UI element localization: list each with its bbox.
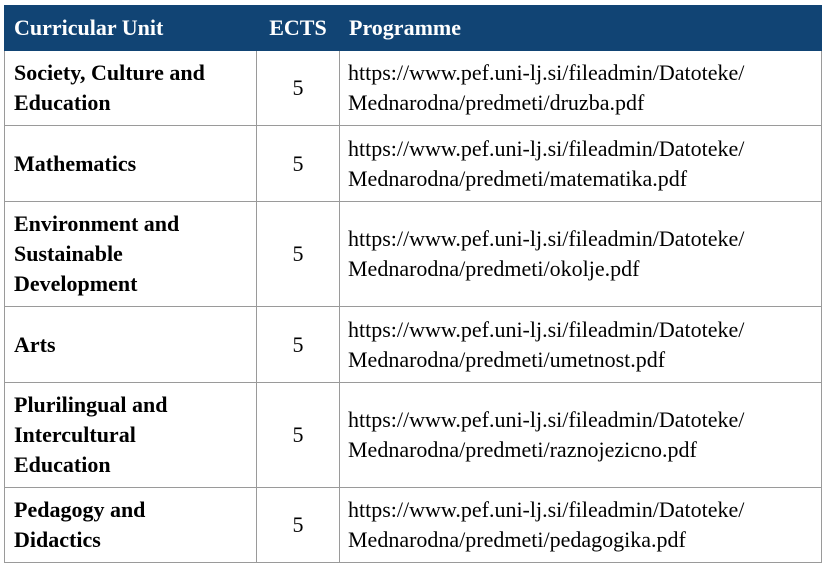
curricular-unit-cell [5,307,257,383]
curricular-unit-cell [5,202,257,307]
programme-line: https://www.pef.uni-lj.si/fileadmin/Datoteke/ [348,60,745,85]
ects-cell: 5 [257,383,340,488]
ects-cell: 5 [257,488,340,563]
table-row [5,51,822,126]
programme-line: https://www.pef.uni-lj.si/fileadmin/Datoteke/ [348,226,745,251]
programme-line: Mednarodna/predmeti/matematika.pdf [348,165,688,191]
unit-line: Society, Culture and [14,60,205,85]
programme-link-cell[interactable] [340,488,822,563]
programme-link-cell[interactable] [340,307,822,383]
unit-line: Sustainable [14,241,123,266]
unit-line: Didactics [14,527,101,552]
curricular-unit-cell [5,488,257,563]
unit-line: Development [14,271,138,296]
unit-line: Education [14,90,111,115]
ects-cell: 5 [257,202,340,307]
curricular-unit-cell [5,383,257,488]
ects-cell: 5 [257,307,340,383]
header-curricular-unit: Curricular Unit [5,6,257,51]
table-row [5,307,822,383]
unit-line: Pedagogy and [14,497,146,522]
programme-line: Mednarodna/predmeti/raznojezicno.pdf [348,437,697,462]
table-row [5,488,822,563]
table-row [5,202,822,307]
unit-line: Arts [14,331,56,357]
curricular-unit-cell [5,126,257,202]
curricular-units-table [4,5,822,563]
programme-line: https://www.pef.uni-lj.si/fileadmin/Datoteke/ [348,497,745,522]
header-row [5,6,822,51]
programme-link-cell[interactable] [340,126,822,202]
table-body [5,51,822,563]
header-programme: Programme [340,6,822,51]
programme-line: https://www.pef.uni-lj.si/fileadmin/Datoteke/ [348,316,745,342]
programme-link-cell[interactable] [340,383,822,488]
ects-cell: 5 [257,126,340,202]
unit-line: Intercultural [14,422,136,447]
header-ects: ECTS [257,6,340,51]
unit-line: Education [14,452,111,477]
unit-line: Mathematics [14,150,137,176]
programme-line: https://www.pef.uni-lj.si/fileadmin/Datoteke/ [348,407,745,432]
table-row [5,126,822,202]
table-row [5,383,822,488]
ects-cell: 5 [257,51,340,126]
programme-line: Mednarodna/predmeti/druzba.pdf [348,90,645,115]
programme-link-cell[interactable] [340,51,822,126]
programme-line: Mednarodna/predmeti/okolje.pdf [348,256,640,281]
table-header [5,6,822,51]
unit-line: Plurilingual and [14,392,168,417]
programme-link-cell[interactable] [340,202,822,307]
unit-line: Environment and [14,211,180,236]
programme-line: Mednarodna/predmeti/umetnost.pdf [348,346,666,372]
curricular-unit-cell [5,51,257,126]
programme-line: https://www.pef.uni-lj.si/fileadmin/Datoteke/ [348,135,745,161]
programme-line: Mednarodna/predmeti/pedagogika.pdf [348,527,686,552]
